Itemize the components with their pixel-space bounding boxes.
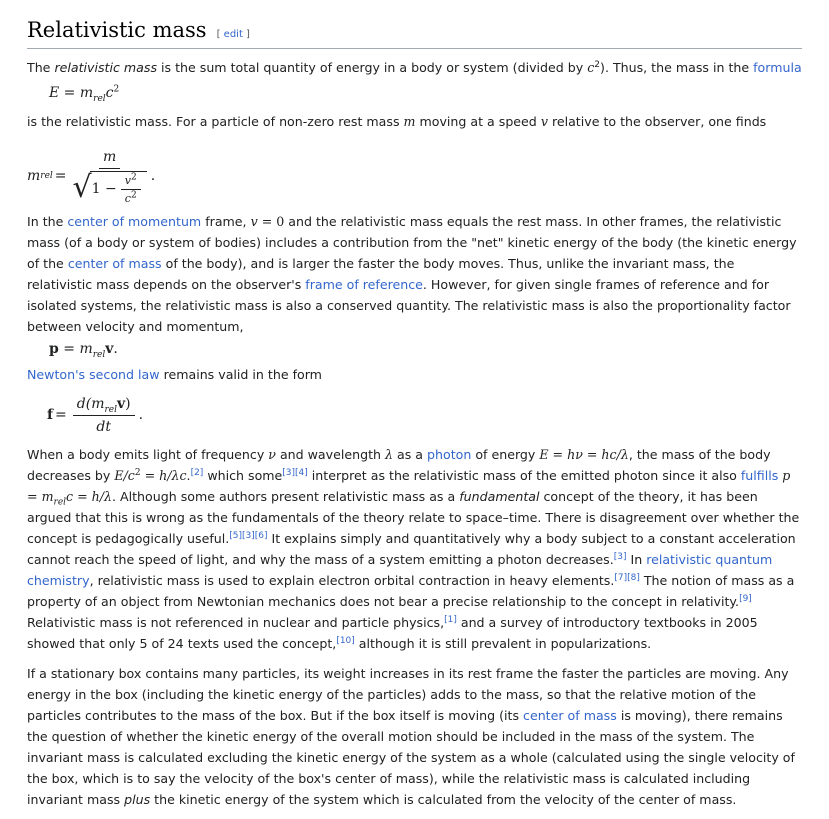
citation-9[interactable]: [9] [739,593,752,604]
edit-link[interactable]: edit [223,29,243,40]
section-heading [27,14,802,49]
citation-2[interactable]: [2] [190,467,204,478]
link-fulfills[interactable]: fulfills [740,468,779,483]
paragraph-4: Newton's second law remains valid in the form [27,367,322,382]
equation-energy: $E = m_{rel}c^2$ [49,84,120,104]
article-section [27,14,802,819]
link-center-of-mass[interactable]: center of mass [67,256,162,271]
square-root: √ 1 − $\frac{v^2}{c^2}$ [73,171,147,205]
citation-3-4[interactable]: [3][4] [282,467,308,478]
equation-relativistic-mass: m rel = m √ 1 − $\frac{v^2}{c^2}$ . [27,148,156,205]
section-title: Relativistic mass [27,18,207,42]
paragraph-6: If a stationary box contains many particles, its weight increases in its rest frame the faster the particles are moving. Any energy in the box (including the kinetic energy of the particles) adds to the mass, so that the relative motion of the particles contributes to the mass of the box. But if the box itself is moving (its center of mass is moving), there remains the question of whether the kinetic energy of the overall motion should be included in the mass of the system. The invariant mass is calculated excluding the kinetic energy of the system as a whole (calculated using the single velocity of the box, which is to say the velocity of the box's center of mass), while the relativistic mass is calculated including invariant mass plus the kinetic energy of the system which is calculated from the velocity of the center of mass. [27,666,795,807]
citation-5-3-6[interactable]: [5][3][6] [229,530,268,541]
fraction: m √ 1 − $\frac{v^2}{c^2}$ [73,148,147,205]
paragraph-3: In the center of momentum frame, v = 0 and the relativistic mass equals the rest mass. In other frames, the relativistic mass (of a body or system of bodies) includes a contribution from the "net" kinetic energy of the body (the kinetic energy of the center of mass of the body), and is larger the faster the body moves. Thus, unlike the invariant mass, the relativistic mass depends on the observer's frame of reference. However, for given single frames of reference and for isolated systems, the relativistic mass is also a conserved quantity. The relativistic mass is also the proportionality factor between velocity and momentum, [27,214,797,334]
link-newtons-second-law[interactable]: Newton's second law [27,367,160,382]
link-center-of-momentum[interactable]: center of momentum [67,214,202,229]
paragraph-1: The relativistic mass is the sum total quantity of energy in a body or system (divided by $c^2$). Thus, the mass in the formula [27,59,802,75]
equation-momentum: $p = m_{rel}v$. [49,341,118,360]
link-center-of-mass-2[interactable]: center of mass [523,708,617,723]
paragraph-2: is the relativistic mass. For a particle of non-zero rest mass m moving at a speed v relative to the observer, one finds [27,114,767,129]
citation-7-8[interactable]: [7][8] [614,572,640,583]
link-frame-of-reference[interactable]: frame of reference [305,277,423,292]
edit-section: [ edit ] [216,29,250,40]
citation-3[interactable]: [3] [613,551,627,562]
link-formula[interactable]: formula [753,60,802,75]
paragraph-5: When a body emits light of frequency ν and wavelength λ as a photon of energy E = hν = hc/λ, the mass of the body decreases by $E/c^2 = h/\lambda c.[2]$ which some[3][4] interpret as the relativistic mass of the emitted photon since it also fulfills $p = m_{rel}c = h/\lambda$. Although some authors present relativistic mass as a fundamental concept of the theory, it has been argued that this is wrong as the fundamentals of the theory relate to space–time. There is disagreement over whether the concept is pedagogically useful.[5][3][6] It explains simply and quantitatively why a body subject to a constant acceleration cannot reach the speed of light, and why the mass of a system emitting a photon decreases.[3] In relativistic quantum chemistry, relativistic mass is used to explain electron orbital contraction in heavy elements.[7][8] The notion of mass as a property of an object from Newtonian mechanics does not bear a precise relationship to the concept in relativity.[9] Relativistic mass is not referenced in nuclear and particle physics,[1] and a survey of introductory textbooks in 2005 showed that only 5 of 24 texts used the concept,[10] although it is still prevalent in popularizations. [27,447,800,651]
citation-10[interactable]: [10] [336,635,355,646]
link-photon[interactable]: photon [427,447,472,462]
citation-1[interactable]: [1] [444,614,457,625]
link-relativistic-quantum-chemistry[interactable]: relativistic quantum chemistry [27,552,773,588]
equation-force: f = $\frac{d(m_{rel}v)}{dt}$ . [47,395,144,435]
fraction: $\frac{d(m_{rel}v)}{dt}$ [73,395,135,436]
